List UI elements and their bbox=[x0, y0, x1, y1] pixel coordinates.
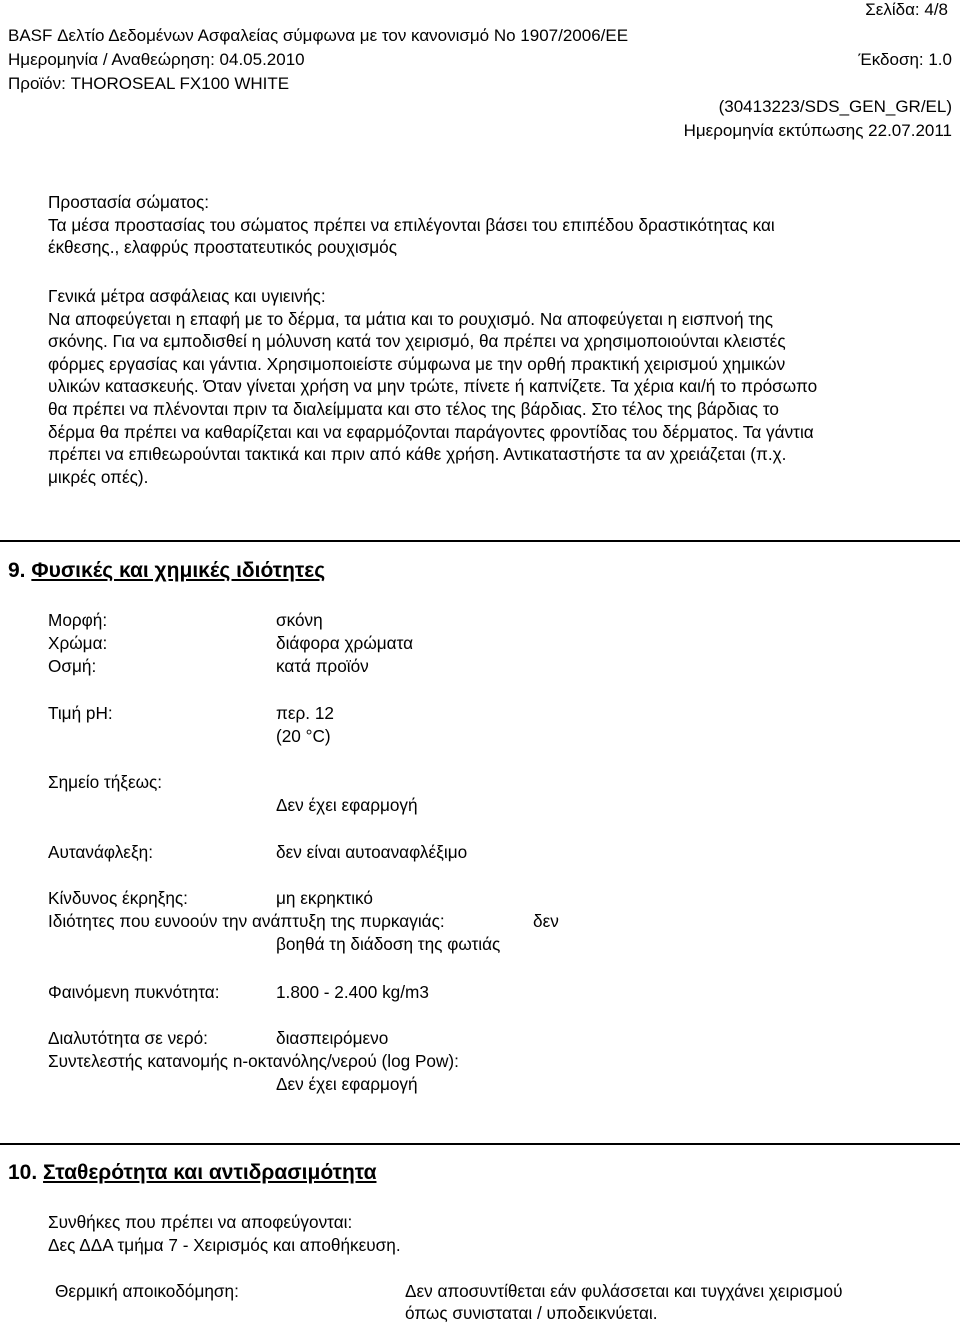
ph-label: Τιμή pH: bbox=[48, 703, 113, 723]
odor-value: κατά προϊόν bbox=[276, 656, 369, 676]
section-divider bbox=[0, 540, 960, 542]
ph-value: περ. 12 bbox=[276, 703, 334, 723]
hygiene-line: Να αποφεύγεται η επαφή με το δέρμα, τα μάτια και το ρουχισμό. Να αποφεύγεται η εισπνοή της bbox=[48, 308, 773, 329]
thermal-decomposition-value: Δεν αποσυντίθεται εάν φυλάσσεται και τυγχάνει χειρισμού bbox=[405, 1281, 843, 1301]
section-divider bbox=[0, 1143, 960, 1145]
explosion-value: μη εκρηκτικό bbox=[276, 888, 373, 908]
product-name: Προϊόν: THOROSEAL FX100 WHITE bbox=[8, 74, 290, 93]
hygiene-block bbox=[48, 285, 948, 488]
explosion-label: Κίνδυνος έκρηξης: bbox=[48, 888, 188, 908]
hygiene-line: μικρές οπές). bbox=[48, 466, 149, 487]
fire-label: Ιδιότητες που ευνοούν την ανάπτυξη της πυρκαγιάς: bbox=[48, 911, 445, 931]
density-value: 1.800 - 2.400 kg/m3 bbox=[276, 982, 429, 1002]
density-label: Φαινόμενη πυκνότητα: bbox=[48, 982, 220, 1002]
body-protection-line: έκθεσης., ελαφρύς προστατευτικός ρουχισμός bbox=[48, 237, 398, 258]
form-value: σκόνη bbox=[276, 610, 323, 630]
section-9-title: Φυσικές και χημικές ιδιότητες bbox=[31, 559, 326, 582]
conditions-to-avoid-label: Συνθήκες που πρέπει να αποφεύγονται: bbox=[48, 1212, 353, 1232]
page-number: Σελίδα: 4/8 bbox=[865, 0, 948, 19]
autoignition-label: Αυτανάφλεξη: bbox=[48, 842, 153, 862]
hygiene-title: Γενικά μέτρα ασφάλειας και υγιεινής: bbox=[48, 286, 326, 306]
melting-point-label: Σημείο τήξεως: bbox=[48, 772, 163, 792]
fire-value-continued: βοηθά τη διάδοση της φωτιάς bbox=[276, 934, 501, 954]
revision-date: Ημερομηνία / Αναθεώρηση: 04.05.2010 bbox=[8, 50, 305, 69]
solubility-label: Διαλυτότητα σε νερό: bbox=[48, 1028, 208, 1048]
body-protection-line: Τα μέσα προστασίας του σώματος πρέπει να επιλέγονται βάσει του επιπέδου δραστικότητας και bbox=[48, 214, 775, 235]
melting-point-value: Δεν έχει εφαρμογή bbox=[276, 795, 418, 815]
section-10-heading bbox=[8, 1161, 376, 1185]
hygiene-line: υλικών κατασκευής. Όταν γίνεται χρήση να μην τρώτε, πίνετε ή καπνίζετε. Τα χέρια και/ή το πρόσωπο bbox=[48, 376, 818, 397]
solubility-value: διασπειρόμενο bbox=[276, 1028, 389, 1048]
hygiene-line: σκόνης. Για να εμποδισθεί η μόλυνση κατά τον χειρισμό, θα πρέπει να χρησιμοποιούνται κλειστές bbox=[48, 331, 786, 352]
document-code: (30413223/SDS_GEN_GR/EL) bbox=[718, 97, 952, 116]
body-protection-block bbox=[48, 191, 948, 259]
ph-condition: (20 °C) bbox=[276, 726, 331, 746]
color-label: Χρώμα: bbox=[48, 633, 108, 653]
conditions-to-avoid-value: Δες ΔΔΑ τμήμα 7 - Χειρισμός και αποθήκευση. bbox=[48, 1235, 401, 1255]
hygiene-line: θα πρέπει να πλένονται πριν τα διαλείμματα και στο τέλος της βάρδιας. Στο τέλος της βάρδιας το bbox=[48, 398, 779, 419]
document-title: BASF Δελτίο Δεδομένων Ασφαλείας σύμφωνα με τον κανονισμό No 1907/2006/ΕΕ bbox=[8, 26, 629, 45]
edition: Έκδοση: 1.0 bbox=[858, 50, 952, 69]
thermal-decomposition-value-continued: όπως συνισταται / υποδεικνύεται. bbox=[405, 1303, 658, 1323]
section-10-title: Σταθερότητα και αντιδρασιμότητα bbox=[43, 1161, 377, 1184]
logpow-label: Συντελεστής κατανομής n-οκτανόλης/νερού (log Pow): bbox=[48, 1051, 459, 1071]
logpow-value: Δεν έχει εφαρμογή bbox=[276, 1074, 418, 1094]
fire-value: δεν bbox=[533, 911, 559, 931]
hygiene-line: πρέπει να επιθεωρούνται τακτικά και πριν από κάθε χρήση. Αντικαταστήστε τα αν χρειάζεται (π.χ. bbox=[48, 444, 787, 465]
autoignition-value: δεν είναι αυτοαναφλέξιμο bbox=[276, 842, 468, 862]
section-9-heading bbox=[8, 559, 325, 583]
odor-label: Οσμή: bbox=[48, 656, 97, 676]
section-9-number: 9. bbox=[8, 559, 26, 582]
print-date: Ημερομηνία εκτύπωσης 22.07.2011 bbox=[683, 121, 952, 140]
body-protection-title: Προστασία σώματος: bbox=[48, 192, 210, 212]
thermal-decomposition-label: Θερμική αποικοδόμηση: bbox=[55, 1281, 239, 1301]
form-label: Μορφή: bbox=[48, 610, 108, 630]
hygiene-line: δέρμα θα πρέπει να καθαρίζεται και να εφαρμόζονται παράγοντες φροντίδας του δέρματος. Τα γάντια bbox=[48, 421, 814, 442]
hygiene-line: φόρμες εργασίας και γάντια. Χρησιμοποιείστε σύμφωνα με την ορθή πρακτική χειρισμού χημικών bbox=[48, 353, 786, 374]
color-value: διάφορα χρώματα bbox=[276, 633, 414, 653]
section-10-number: 10. bbox=[8, 1161, 38, 1184]
